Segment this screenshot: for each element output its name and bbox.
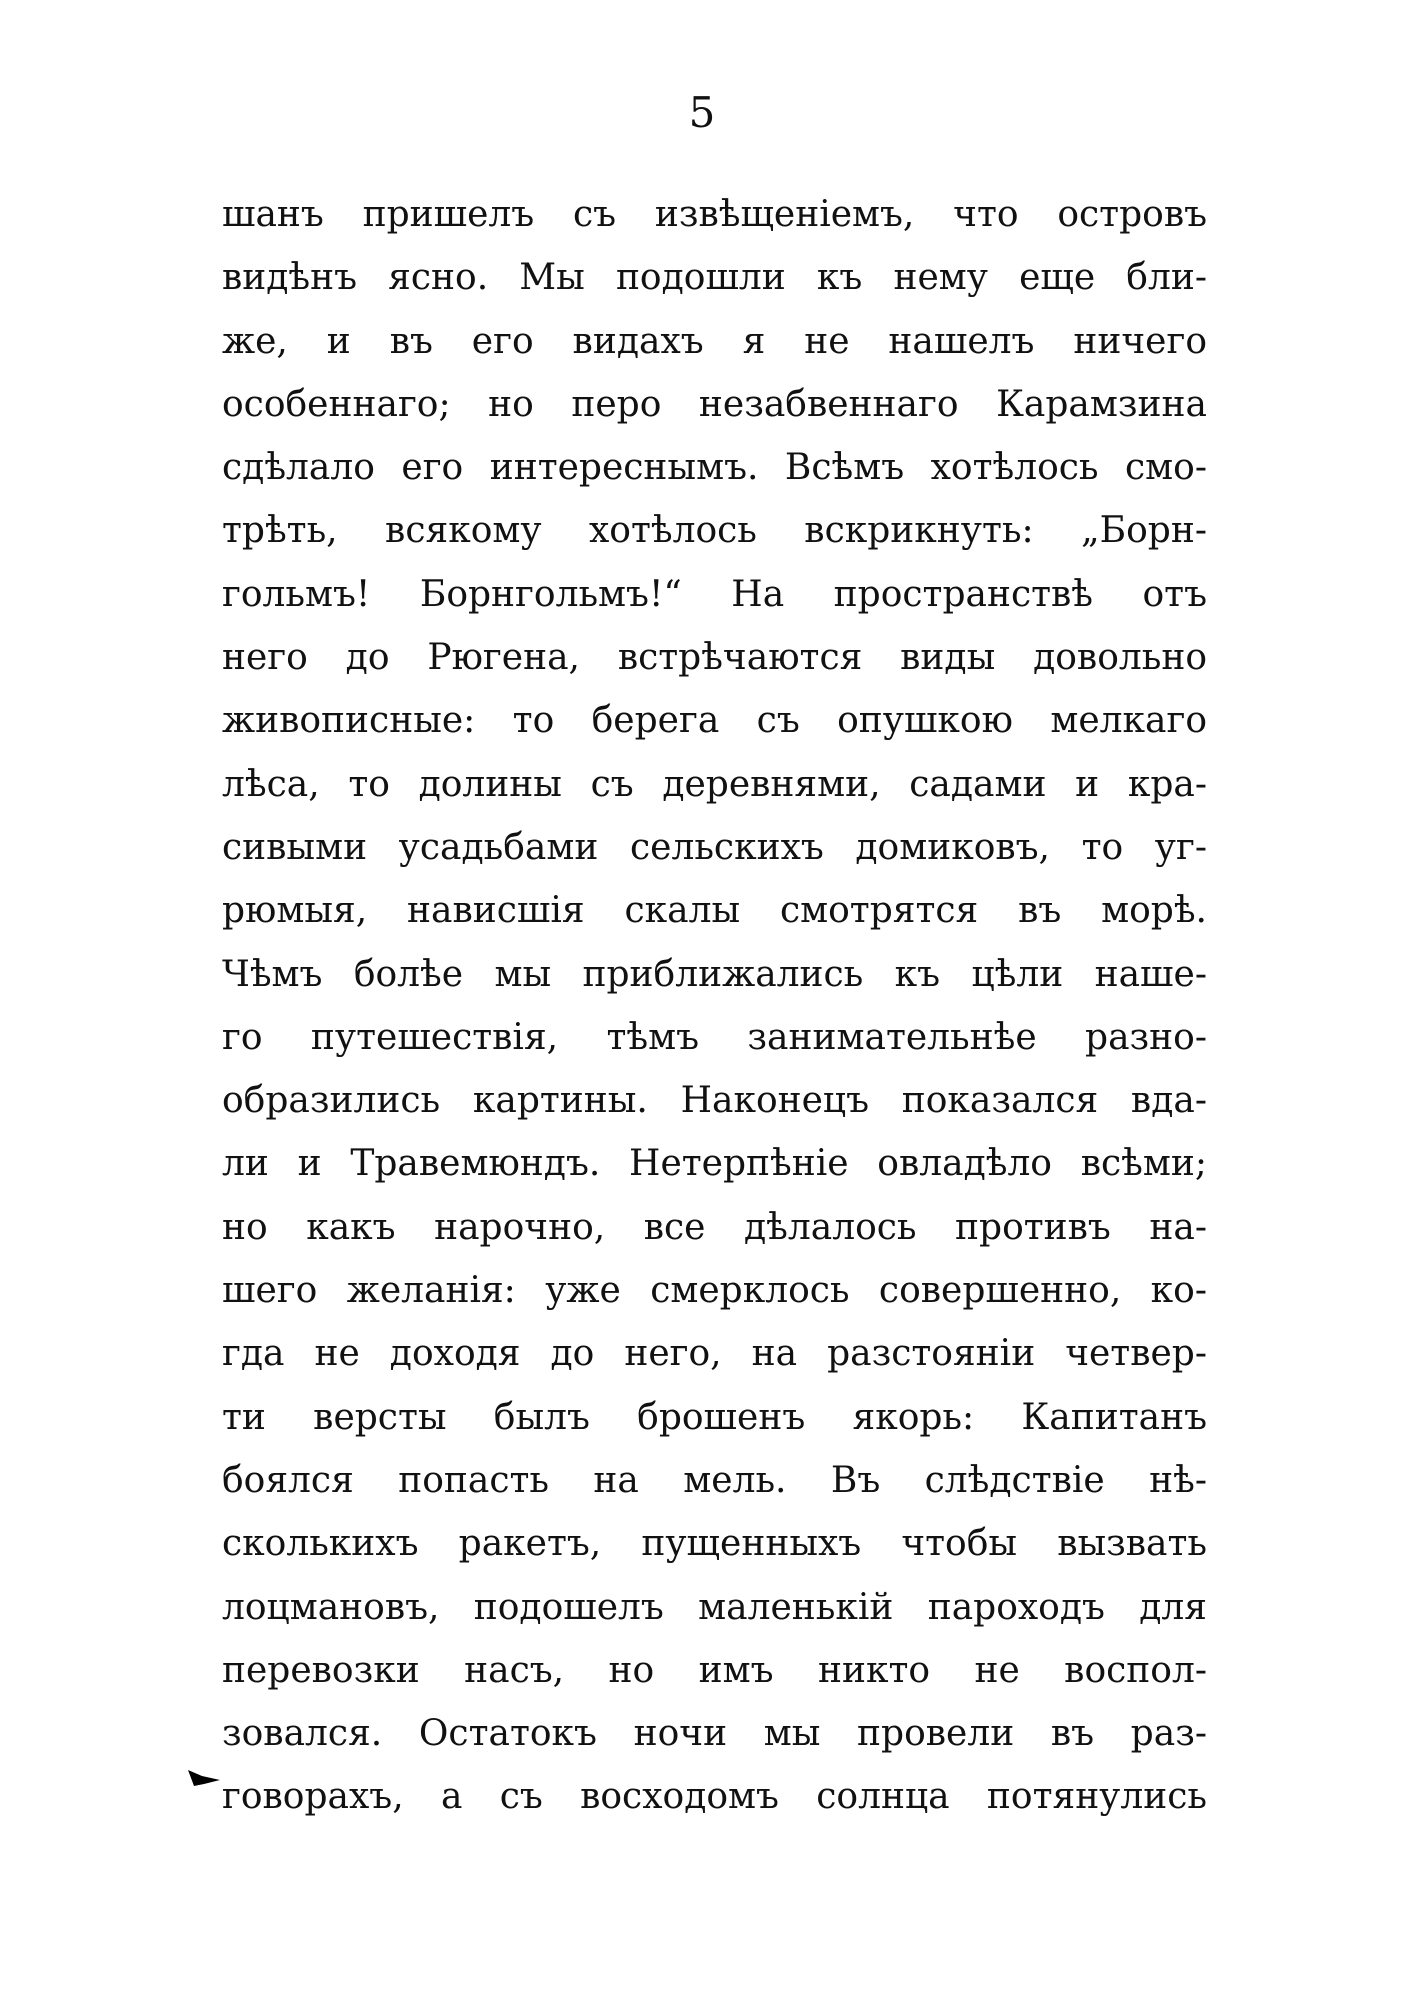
text-line: перевозки насъ, но имъ никто не воспол- [222, 1649, 1207, 1691]
text-line: ли и Травемюндъ. Нетерпѣніе овладѣло всѣми; [222, 1143, 1207, 1185]
text-line: сдѣлало его интереснымъ. Всѣмъ хотѣлось смо- [222, 447, 1207, 489]
text-line: гольмъ! Борнгольмъ!“ На пространствѣ отъ [222, 573, 1207, 615]
text-line: него до Рюгена, встрѣчаются виды довольно [222, 637, 1207, 679]
ink-mark-icon [186, 1766, 222, 1790]
text-line: особеннаго; но перо незабвеннаго Карамзина [222, 383, 1207, 425]
text-line: шего желанія: уже смерклось совершенно, ко- [222, 1270, 1207, 1312]
text-line: лѣса, то долины съ деревнями, садами и кра- [222, 763, 1207, 805]
text-line: го путешествія, тѣмъ занимательнѣе разно- [222, 1016, 1207, 1058]
text-line: гда не доходя до него, на разстояніи четвер- [222, 1333, 1207, 1375]
text-line: но какъ нарочно, все дѣлалось противъ на- [222, 1206, 1207, 1248]
text-line: живописные: то берега съ опушкою мелкаго [222, 700, 1207, 742]
text-line: рюмыя, нависшія скалы смотрятся въ морѣ. [222, 890, 1207, 932]
text-line: сколькихъ ракетъ, пущенныхъ чтобы вызвать [222, 1523, 1207, 1565]
text-line: сивыми усадьбами сельскихъ домиковъ, то уг- [222, 826, 1207, 868]
text-line: говорахъ, а съ восходомъ солнца потянулись [222, 1776, 1207, 1818]
text-line: видѣнъ ясно. Мы подошли къ нему еще бли- [222, 257, 1207, 299]
text-line: ти версты былъ брошенъ якорь: Капитанъ [222, 1396, 1207, 1438]
text-line: же, и въ его видахъ я не нашелъ ничего [222, 320, 1207, 362]
text-line: трѣть, всякому хотѣлось вскрикнуть: „Борн- [222, 510, 1207, 552]
text-line: образились картины. Наконецъ показался вда- [222, 1080, 1207, 1122]
text-line: боялся попасть на мель. Въ слѣдствіе нѣ- [222, 1459, 1207, 1501]
text-line: зовался. Остатокъ ночи мы провели въ раз- [222, 1713, 1207, 1755]
text-line: лоцмановъ, подошелъ маленькій пароходъ для [222, 1586, 1207, 1628]
body-text [222, 183, 1207, 1829]
page-number: 5 [688, 88, 716, 137]
text-line: Чѣмъ болѣе мы приближались къ цѣли наше- [222, 953, 1207, 995]
text-line: шанъ пришелъ съ извѣщеніемъ, что островъ [222, 194, 1207, 235]
